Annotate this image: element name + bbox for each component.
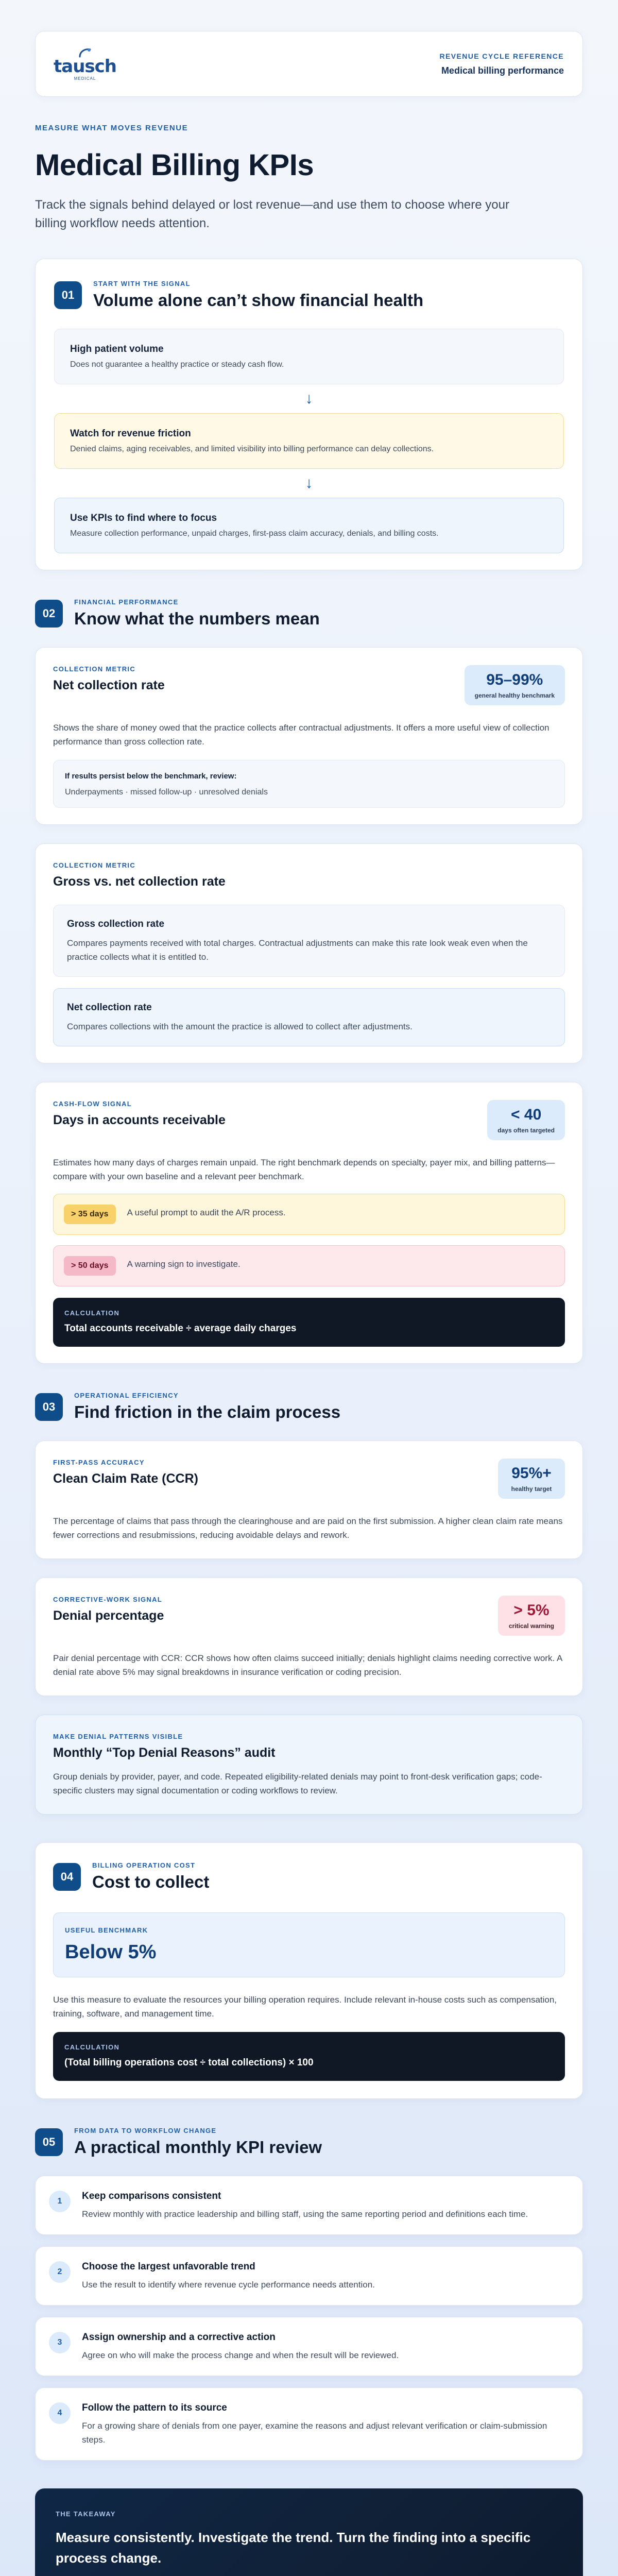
benchmark-label: healthy target: [511, 1485, 552, 1493]
hero-lede: Track the signals behind delayed or lost revenue—and use them to choose where your billing workflow needs attention.: [35, 198, 509, 230]
metric-title: Clean Claim Rate (CCR): [53, 1471, 198, 1486]
threshold-pill: > 35 days: [64, 1205, 116, 1224]
step-number: 1: [49, 2191, 71, 2212]
benchmark-badge: [465, 665, 565, 705]
metric-description: Group denials by provider, payer, and code. Repeated eligibility-related denials may point to front-desk verification gaps; code-specific clusters may signal documentation or coding workflows to review.: [53, 1772, 542, 1795]
section-header: [53, 1861, 565, 1892]
threshold-warning: [53, 1245, 565, 1286]
metric-eyebrow: CASH-FLOW SIGNAL: [53, 1100, 132, 1108]
metric-eyebrow: COLLECTION METRIC: [53, 861, 136, 869]
section-title: Cost to collect: [92, 1872, 210, 1891]
benchmark-value: > 5%: [513, 1602, 550, 1619]
section-number: 02: [35, 600, 63, 628]
warning-badge: [498, 1596, 565, 1636]
metric-title: Net collection rate: [53, 678, 165, 692]
calculation-formula: (Total billing operations cost ÷ total collections) × 100: [64, 2057, 314, 2068]
metric-gross-vs-net: [35, 843, 583, 1063]
takeaway-text: Measure consistently. Investigate the trend. Turn the finding into a specific process change.: [56, 2530, 531, 2566]
flow-step-kpis: [54, 498, 564, 553]
section-number: 03: [35, 1393, 63, 1421]
takeaway-banner: [35, 2488, 583, 2576]
sub-box-title: Net collection rate: [67, 1002, 152, 1013]
threshold-text: A useful prompt to audit the A/R process.: [127, 1208, 286, 1217]
section-title: Volume alone can’t show financial health: [93, 291, 424, 310]
metric-title: Denial percentage: [53, 1608, 164, 1623]
cost-benchmark-value: Below 5%: [65, 1941, 157, 1963]
section-number: 05: [35, 2128, 63, 2156]
benchmark-value: 95–99%: [486, 671, 543, 688]
denial-audit-card: [35, 1715, 583, 1815]
threshold-pill: > 50 days: [64, 1256, 116, 1276]
step-title: Assign ownership and a corrective action: [82, 2332, 276, 2343]
metric-description: Shows the share of money owed that the practice collects after contractual adjustments. It offers a more useful view of collection performance than gross collection rate.: [53, 723, 550, 747]
page-title: Medical Billing KPIs: [35, 148, 314, 182]
logo-word: tausch: [54, 56, 116, 77]
benchmark-badge: [498, 1459, 565, 1499]
section-header: [54, 280, 564, 310]
reference-title: Medical billing performance: [441, 65, 564, 76]
flow-step-title: Use KPIs to find where to focus: [70, 513, 217, 523]
flow-step-text: Measure collection performance, unpaid charges, first-pass claim accuracy, denials, and billing costs.: [70, 529, 439, 538]
flow-step-friction: [54, 413, 564, 469]
section-title: A practical monthly KPI review: [74, 2138, 322, 2157]
benchmark-label: critical warning: [508, 1622, 555, 1630]
section-header-operational: [35, 1392, 583, 1422]
net-collection-box: [53, 988, 565, 1046]
calculation-formula: Total accounts receivable ÷ average daily charges: [64, 1323, 297, 1334]
hero-eyebrow: MEASURE WHAT MOVES REVENUE: [35, 124, 188, 132]
sub-box-text: Compares collections with the amount the practice is allowed to collect after adjustments.: [67, 1022, 413, 1031]
metric-description: Pair denial percentage with CCR: CCR shows how often claims succeed initially; denials highlight claims needing corrective work. A denial rate above 5% may signal breakdowns in insurance verification or coding precision.: [53, 1653, 562, 1677]
calculation-box: [53, 1298, 565, 1347]
benchmark-value: 95%+: [511, 1465, 552, 1482]
step-text: Use the result to identify where revenue cycle performance needs attention.: [82, 2280, 375, 2290]
step-number: 3: [49, 2332, 71, 2353]
brand-logo[interactable]: [54, 47, 116, 81]
cost-description: Use this measure to evaluate the resources your billing operation requires. Include relevant in-house costs such as compensation, training, software, and management time.: [53, 1995, 557, 2019]
section-eyebrow: BILLING OPERATION COST: [92, 1861, 196, 1869]
reference-eyebrow: REVENUE CYCLE REFERENCE: [439, 52, 564, 60]
threshold-text: A warning sign to investigate.: [127, 1259, 241, 1269]
metric-days-in-ar: [35, 1082, 583, 1364]
cost-benchmark: [53, 1912, 565, 1977]
metric-eyebrow: MAKE DENIAL PATTERNS VISIBLE: [53, 1733, 183, 1740]
section-header-financial: [35, 598, 583, 629]
step-title: Follow the pattern to its source: [82, 2402, 227, 2413]
gross-collection-box: [53, 905, 565, 977]
metric-title: Days in accounts receivable: [53, 1113, 226, 1127]
metric-denial-percentage: [35, 1578, 583, 1696]
review-step: [35, 2176, 583, 2235]
metric-description: The percentage of claims that pass through the clearinghouse and are paid on the first submission. A higher clean claim rate means fewer corrections and resubmissions, reducing avoidable delays and rework.: [53, 1516, 563, 1540]
threshold-audit: [53, 1194, 565, 1235]
metric-title: Gross vs. net collection rate: [53, 874, 226, 889]
calculation-label: CALCULATION: [64, 2043, 120, 2051]
metric-description: Estimates how many days of charges remain unpaid. The right benchmark depends on specialty, payer mix, and billing patterns—compare with your own baseline and a relevant peer benchmark.: [53, 1158, 555, 1181]
step-number: 2: [49, 2261, 71, 2283]
takeaway-label: THE TAKEAWAY: [56, 2510, 116, 2518]
section-eyebrow: FINANCIAL PERFORMANCE: [74, 598, 179, 606]
review-step: [35, 2246, 583, 2306]
signal-flow: [54, 329, 564, 553]
section-header-review: [35, 2127, 583, 2157]
metric-eyebrow: CORRECTIVE-WORK SIGNAL: [53, 1596, 163, 1603]
calculation-label: CALCULATION: [64, 1309, 120, 1317]
calculation-box: [53, 2032, 565, 2081]
flow-step-title: Watch for revenue friction: [70, 428, 191, 439]
review-step: [35, 2317, 583, 2376]
header: [35, 31, 583, 97]
benchmark-value: < 40: [511, 1106, 542, 1123]
section-signal: [35, 259, 583, 570]
section-cost-to-collect: [35, 1842, 583, 2099]
metric-clean-claim-rate: [35, 1440, 583, 1559]
reference-block: [440, 52, 564, 76]
step-text: Review monthly with practice leadership and billing staff, using the same reporting period and definitions each time.: [82, 2209, 528, 2219]
section-eyebrow: OPERATIONAL EFFICIENCY: [74, 1392, 179, 1399]
benchmark-label: days often targeted: [497, 1127, 555, 1134]
metric-eyebrow: COLLECTION METRIC: [53, 665, 136, 673]
section-eyebrow: FROM DATA TO WORKFLOW CHANGE: [74, 2127, 217, 2134]
review-callout-text: Underpayments · missed follow-up · unresolved denials: [65, 788, 268, 796]
review-callout: [53, 760, 565, 808]
review-step: [35, 2387, 583, 2461]
flow-step-volume: [54, 329, 564, 384]
metric-net-collection: [35, 647, 583, 825]
step-title: Keep comparisons consistent: [82, 2191, 221, 2201]
flow-step-text: Denied claims, aging receivables, and limited visibility into billing performance can delay collections.: [70, 445, 434, 453]
metric-title: Monthly “Top Denial Reasons” audit: [53, 1745, 276, 1760]
benchmark-label: general healthy benchmark: [474, 692, 555, 699]
benchmark-badge: [487, 1100, 565, 1140]
hero: [35, 97, 583, 259]
flow-step-text: Does not guarantee a healthy practice or steady cash flow.: [70, 360, 284, 369]
flow-step-title: High patient volume: [70, 344, 164, 354]
section-number: 01: [54, 281, 82, 309]
section-eyebrow: START WITH THE SIGNAL: [93, 280, 191, 287]
sub-box-title: Gross collection rate: [67, 919, 165, 929]
section-title: Find friction in the claim process: [74, 1402, 341, 1421]
sub-box-text: Compares payments received with total charges. Contractual adjustments can make this rate look weak even when the practice collects what it is entitled to.: [67, 938, 528, 962]
section-title: Know what the numbers mean: [74, 609, 320, 628]
arrow-down-icon: ↓: [305, 474, 313, 492]
cost-benchmark-label: USEFUL BENCHMARK: [65, 1926, 148, 1934]
arrow-down-icon: ↓: [305, 390, 313, 407]
step-text: Agree on who will make the process change and when the result will be reviewed.: [82, 2350, 399, 2360]
step-title: Choose the largest unfavorable trend: [82, 2261, 255, 2272]
metric-eyebrow: FIRST-PASS ACCURACY: [53, 1459, 145, 1466]
section-number: 04: [53, 1863, 81, 1891]
step-number: 4: [49, 2402, 71, 2424]
review-callout-title: If results persist below the benchmark, review:: [65, 772, 237, 781]
step-text: For a growing share of denials from one payer, examine the reasons and adjust relevant verification or claim-submission steps.: [82, 2421, 547, 2445]
logo-subtitle: MEDICAL: [74, 76, 96, 81]
